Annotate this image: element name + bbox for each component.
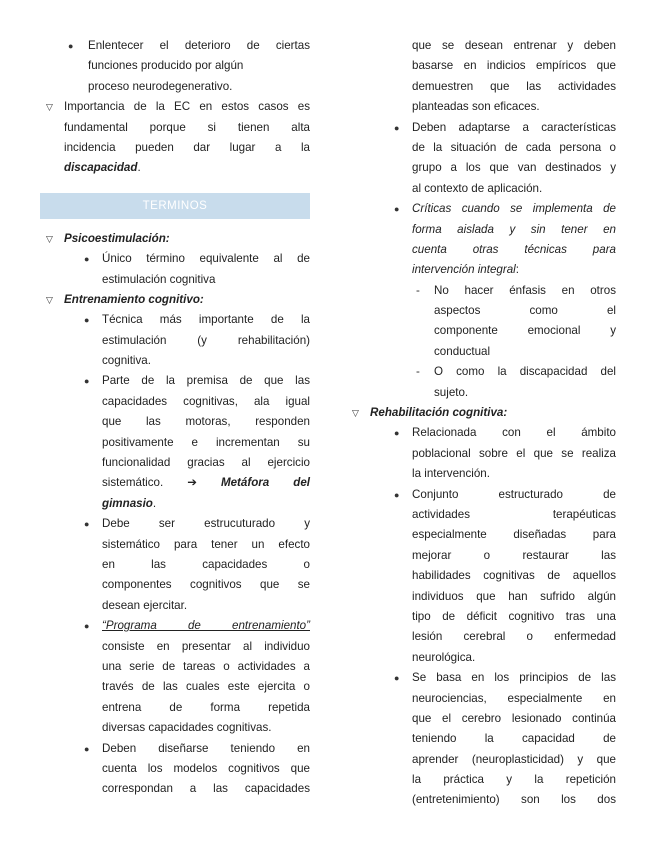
psicoestimulacion-heading: Psicoestimulación: [64, 231, 170, 245]
text-line: aprender (neuroplasticidad) y que [412, 752, 616, 766]
text-line: teniendo la capacidad de [412, 732, 616, 746]
bullet-icon: ● [394, 673, 400, 684]
rehabilitacion-section [350, 403, 616, 423]
text-line: Importancia de la EC en estos casos es [64, 100, 310, 114]
continuation-text [352, 36, 616, 118]
arrow-right-icon: ➔ [187, 476, 197, 490]
bullet-icon: ● [84, 315, 90, 326]
text-line: Deben diseñarse teniendo en [102, 741, 310, 755]
bullet-programa [40, 616, 310, 738]
text-line: Parte de la premisa de que las [102, 374, 310, 388]
text-line: No hacer énfasis en otros [434, 283, 616, 297]
bullet-icon: ● [394, 204, 400, 215]
importance-paragraph [40, 97, 310, 179]
text-line: la práctica y la repetición [412, 773, 616, 787]
text-line: una serie de tareas o actividades a [102, 659, 310, 673]
text-line: proceso neurodegenerativo. [88, 79, 233, 93]
text-line: entrena de forma repetida [102, 700, 310, 714]
text-line: componente emocional y [434, 324, 616, 338]
text-line: que las motoras, responden [102, 415, 310, 429]
text-line: demuestren que las actividades [412, 79, 616, 93]
text-line: Debe ser estrucuturado y [102, 517, 310, 531]
bullet-estructurado [40, 514, 310, 616]
dash-icon: - [416, 283, 420, 297]
text-line: que el cerebro lesionado continúa [412, 711, 616, 725]
text-line: estimulación cognitiva [102, 272, 216, 286]
text-line: poblacional sobre el que se realiza [412, 446, 616, 460]
dash-discapacidad [352, 362, 616, 403]
text-line: especialmente diseñadas para [412, 528, 616, 542]
text-line: Único término equivalente al de [102, 252, 310, 266]
bullet-icon: ● [84, 519, 90, 530]
bullet-disenarse [40, 739, 310, 800]
bullet-criticas [352, 199, 616, 281]
text-line: tipo de déficit cognitivo tras una [412, 609, 616, 623]
text-line: (entretenimiento) son los dos [412, 793, 616, 807]
text-line: en las capacidades o [102, 557, 310, 571]
text-line: fundamental porque si tienen alta [64, 120, 310, 134]
text-line: consiste en presentar al individuo [102, 639, 310, 653]
bullet-enlentecer [40, 36, 310, 97]
dash-enfasis [352, 281, 616, 363]
right-column [352, 36, 616, 811]
dash-icon: - [416, 365, 420, 379]
rehabilitacion-heading: Rehabilitación cognitiva: [370, 406, 508, 420]
period: . [137, 161, 141, 175]
text-line: la intervención. [412, 467, 490, 481]
bullet-icon: ● [84, 621, 90, 632]
bullet-icon: ● [84, 743, 90, 754]
text-line: funciones producido por algún [88, 59, 244, 73]
bullet-neurociencias [352, 668, 616, 811]
text-line: neurociencias, especialmente en [412, 691, 616, 705]
bullet-icon: ● [84, 254, 90, 265]
text-line: conductual [434, 344, 491, 358]
text-line: que se desean entrenar y deben [412, 39, 616, 52]
bullet-relacionada [352, 423, 616, 484]
text-line: basarse en indicios empíricos que [412, 59, 616, 73]
text-line [64, 158, 310, 178]
text-line: estimulación (y rehabilitación) [102, 333, 310, 347]
text-line: O como la discapacidad del [434, 365, 616, 379]
text-line: Críticas cuando se implementa de [412, 202, 616, 216]
text-line: capacidades cognitivas, ala igual [102, 394, 310, 408]
text-line: través de las cuales este ejercita o [102, 680, 310, 694]
bullet-tecnica [40, 310, 310, 371]
text-line: lesión cerebral o enfermedad [412, 630, 616, 644]
bullet-icon: ● [394, 428, 400, 439]
text-line: Se basa en los principios de las [412, 671, 616, 685]
text-line: diversas capacidades cognitivas. [102, 721, 272, 735]
text-line: Técnica más importante de la [102, 313, 310, 327]
bullet-premisa [40, 371, 310, 514]
text-line: forma aislada y sin tener en [412, 222, 616, 236]
text-line: correspondan a las capacidades [102, 782, 310, 796]
text-line: Conjunto estructurado de [412, 487, 616, 501]
text-line: sistemático para tener un efecto [102, 537, 310, 551]
entrenamiento-section [40, 290, 310, 310]
text-line: gimnasio. [102, 496, 157, 510]
triangle-bullet-icon: ▽ [46, 294, 53, 305]
bullet-adaptarse [352, 118, 616, 200]
text-line: de la situación de cada persona o [412, 140, 616, 154]
text-line: al contexto de aplicación. [412, 181, 543, 195]
text-line: grupo a los que van destinados y [412, 161, 616, 175]
text-line: desean ejercitar. [102, 598, 188, 612]
text-line: sujeto. [434, 385, 469, 399]
discapacidad-term: discapacidad [64, 161, 138, 175]
left-column [40, 36, 310, 800]
text-line: aspectos como el [434, 304, 616, 318]
text-line: positivamente e incrementan su [102, 435, 310, 449]
text-line: planteadas son eficaces. [412, 100, 540, 114]
text-line: cognitiva. [102, 354, 151, 368]
text-line: habilidades cognitivas de aquellos [412, 569, 616, 583]
bullet-icon: ● [68, 41, 74, 51]
text-line: componentes cognitivos que se [102, 578, 310, 592]
text-line: funcionalidad gracias al ejercicio [102, 456, 310, 470]
programa-link[interactable]: “Programa de entrenamiento” [102, 619, 310, 633]
bullet-unico-termino [40, 249, 310, 290]
bullet-icon: ● [394, 122, 400, 133]
text-line: individuos que han sufrido algún [412, 589, 616, 603]
text-line: cuenta otras técnicas para [412, 242, 616, 256]
triangle-bullet-icon: ▽ [46, 102, 53, 113]
bullet-icon: ● [394, 489, 400, 500]
text-line: neurológica. [412, 650, 476, 664]
text-line: incidencia pueden dar lugar a la [64, 140, 310, 154]
text-line: intervención integral: [412, 263, 519, 277]
bullet-icon: ● [84, 376, 90, 387]
text-line: mejorar o restaurar las [412, 548, 616, 562]
bullet-conjunto [352, 485, 616, 669]
triangle-bullet-icon: ▽ [46, 233, 53, 244]
text-line: cuenta los modelos cognitivos que [102, 761, 310, 775]
section-header-terminos: TERMINOS [40, 193, 310, 219]
entrenamiento-heading: Entrenamiento cognitivo: [64, 292, 204, 306]
text-line: sistemático. ➔ Metáfora del [102, 476, 310, 490]
text-line: Enlentecer el deterioro de ciertas [88, 39, 310, 52]
text-line: actividades terapéuticas [412, 507, 616, 521]
text-line: Deben adaptarse a características [412, 120, 616, 134]
psicoestimulacion-section [40, 229, 310, 249]
text-line: Relacionada con el ámbito [412, 426, 616, 440]
triangle-bullet-icon: ▽ [352, 408, 359, 419]
